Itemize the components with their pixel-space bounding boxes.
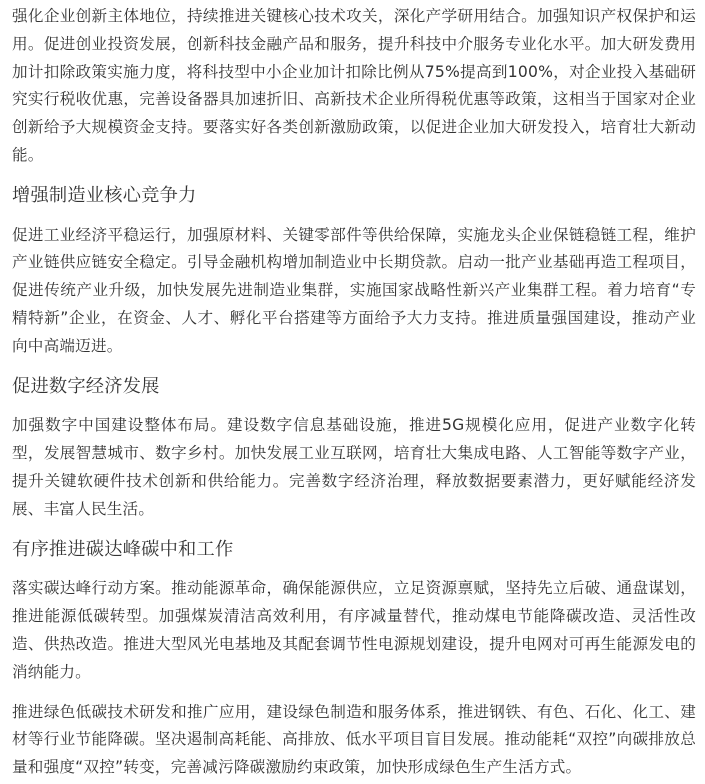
paragraph-digital-economy: 加强数字中国建设整体布局。建设数字信息基础设施，推进5G规模化应用，促进产业数字化转型，发展智慧城市、数字乡村。加快发展工业互联网，培育壮大集成电路、人工智能等数字产业，提升关键软硬件技术创新和供给能力。完善数字经济治理，释放数据要素潜力，更好赋能经济发展、丰富人民生活。	[12, 416, 696, 518]
section-heading-manufacturing: 增强制造业核心竞争力	[12, 184, 197, 206]
article-body	[12, 0, 696, 782]
section-heading-digital-economy: 促进数字经济发展	[12, 375, 160, 397]
section-heading-carbon: 有序推进碳达峰碳中和工作	[12, 538, 234, 560]
paragraph-manufacturing: 促进工业经济平稳运行，加强原材料、关键零部件等供给保障，实施龙头企业保链稳链工程，维护产业链供应链安全稳定。引导金融机构增加制造业中长期贷款。启动一批产业基础再造工程项目，促进传统产业升级，加快发展先进制造业集群，实施国家战略性新兴产业集群工程。着力培育“专精特新”企业，在资金、人才、孵化平台搭建等方面给予大力支持。推进质量强国建设，推动产业向中高端迈进。	[12, 225, 696, 355]
paragraph-innovation: 强化企业创新主体地位，持续推进关键核心技术攻关，深化产学研用结合。加强知识产权保护和运用。促进创业投资发展，创新科技金融产品和服务，提升科技中介服务专业化水平。加大研发费用加计扣除政策实施力度，将科技型中小企业加计扣除比例从75%提高到100%，对企业投入基础研究实行税收优惠，完善设备器具加速折旧、高新技术企业所得税优惠等政策，这相当于国家对企业创新给予大规模资金支持。要落实好各类创新激励政策，以促进企业加大研发投入，培育壮大新动能。	[12, 7, 696, 164]
paragraph-carbon-green: 推进绿色低碳技术研发和推广应用，建设绿色制造和服务体系，推进钢铁、有色、石化、化工、建材等行业节能降碳。坚决遏制高耗能、高排放、低水平项目盲目发展。推动能耗“双控”向碳排放总量和强度“双控”转变，完善减污降碳激励约束政策，加快形成绿色生产生活方式。	[12, 702, 696, 777]
paragraph-carbon-energy: 落实碳达峰行动方案。推动能源革命，确保能源供应，立足资源禀赋，坚持先立后破、通盘谋划，推进能源低碳转型。加强煤炭清洁高效利用，有序减量替代，推动煤电节能降碳改造、灵活性改造、供热改造。推进大型风光电基地及其配套调节性电源规划建设，提升电网对可再生能源发电的消纳能力。	[12, 579, 696, 681]
